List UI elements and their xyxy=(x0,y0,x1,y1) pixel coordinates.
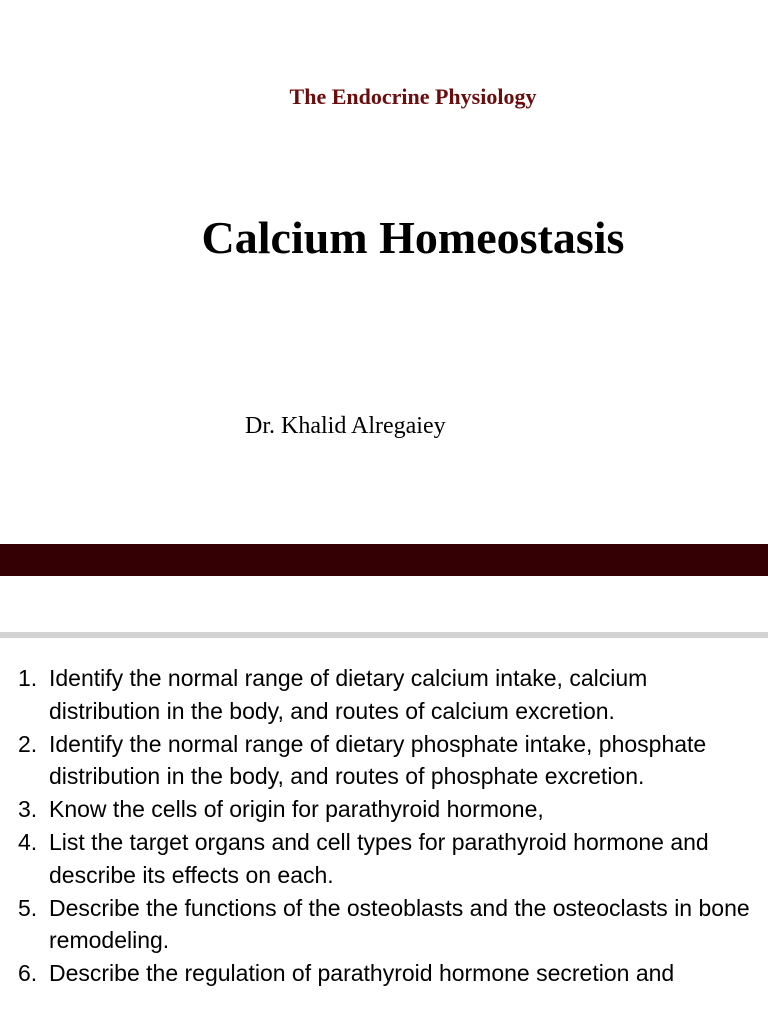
objective-text: Describe the regulation of parathyroid hormone secretion and xyxy=(49,960,675,987)
slide-gap xyxy=(0,576,768,632)
objective-number: 3. xyxy=(18,796,38,823)
course-title: The Endocrine Physiology xyxy=(289,84,537,109)
objective-item xyxy=(18,892,758,958)
objective-number: 2. xyxy=(18,730,38,757)
objective-item xyxy=(18,728,758,794)
objective-text: Know the cells of origin for parathyroid hormone, xyxy=(49,796,544,823)
objective-item xyxy=(18,662,758,728)
objective-text: Identify the normal range of dietary phosphate intake, phosphate distribution in the body, and routes of phosphate excretion. xyxy=(49,730,707,790)
objectives-slide xyxy=(0,638,768,1024)
objective-text: List the target organs and cell types for parathyroid hormone and describe its effects on each. xyxy=(49,828,709,888)
objective-text: Describe the functions of the osteoblasts and the osteoclasts in bone remodeling. xyxy=(49,894,750,954)
objective-number: 4. xyxy=(18,828,38,855)
author-name: Dr. Khalid Alregaiey xyxy=(245,413,446,439)
objectives-list xyxy=(18,662,758,990)
objective-number: 6. xyxy=(18,960,38,987)
objective-number: 5. xyxy=(18,894,38,921)
objective-number: 1. xyxy=(18,665,38,691)
objective-item xyxy=(18,793,758,826)
objective-item xyxy=(18,826,758,892)
objective-text: Identify the normal range of dietary calcium intake, calcium distribution in the body, and routes of calcium excretion. xyxy=(49,665,648,724)
objective-item xyxy=(18,957,758,990)
slide-footer-band xyxy=(0,544,768,576)
slide-title: Calcium Homeostasis xyxy=(201,212,625,263)
